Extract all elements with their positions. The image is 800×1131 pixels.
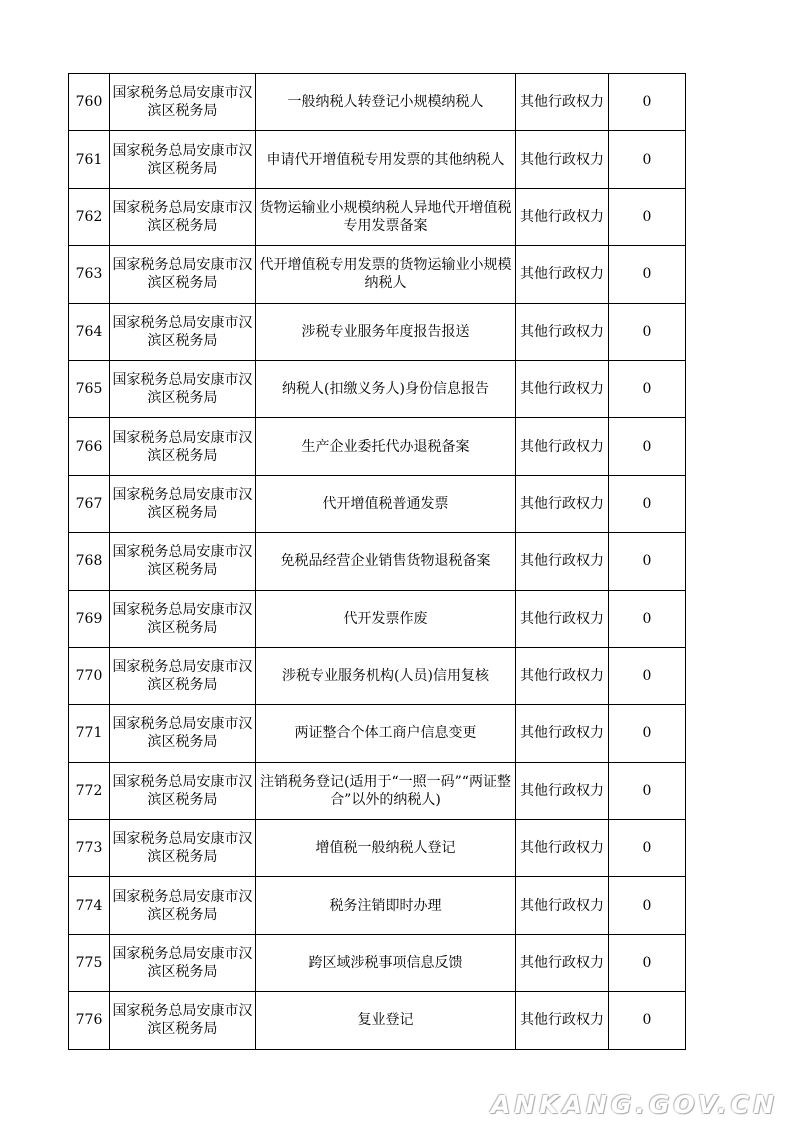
table-row (69, 360, 686, 417)
row-number: 769 (69, 590, 110, 647)
power-type-cell: 其他行政权力 (516, 246, 609, 303)
table-row (69, 877, 686, 934)
count-cell: 0 (609, 762, 686, 819)
count-cell: 0 (609, 475, 686, 532)
item-name-cell: 涉税专业服务机构(人员)信用复核 (256, 647, 516, 704)
power-type-cell: 其他行政权力 (516, 533, 609, 590)
count-cell: 0 (609, 246, 686, 303)
count-cell: 0 (609, 188, 686, 245)
department-cell: 国家税务总局安康市汉滨区税务局 (110, 131, 256, 188)
item-name-cell: 税务注销即时办理 (256, 877, 516, 934)
department-cell: 国家税务总局安康市汉滨区税务局 (110, 188, 256, 245)
item-name-cell: 注销税务登记(适用于“一照一码”“两证整合”以外的纳税人) (256, 762, 516, 819)
count-cell: 0 (609, 590, 686, 647)
row-number: 772 (69, 762, 110, 819)
department-cell: 国家税务总局安康市汉滨区税务局 (110, 705, 256, 762)
row-number: 776 (69, 992, 110, 1049)
row-number: 761 (69, 131, 110, 188)
row-number: 762 (69, 188, 110, 245)
row-number: 771 (69, 705, 110, 762)
power-type-cell: 其他行政权力 (516, 418, 609, 475)
department-cell: 国家税务总局安康市汉滨区税务局 (110, 246, 256, 303)
table-row (69, 131, 686, 188)
department-cell: 国家税务总局安康市汉滨区税务局 (110, 934, 256, 991)
item-name-cell: 两证整合个体工商户信息变更 (256, 705, 516, 762)
row-number: 773 (69, 820, 110, 877)
row-number: 764 (69, 303, 110, 360)
table-row (69, 647, 686, 704)
count-cell: 0 (609, 647, 686, 704)
item-name-cell: 申请代开增值税专用发票的其他纳税人 (256, 131, 516, 188)
row-number: 760 (69, 74, 110, 131)
table-row (69, 475, 686, 532)
table-row (69, 188, 686, 245)
power-type-cell: 其他行政权力 (516, 303, 609, 360)
table-body (69, 74, 686, 1050)
count-cell: 0 (609, 705, 686, 762)
power-type-cell: 其他行政权力 (516, 820, 609, 877)
power-type-cell: 其他行政权力 (516, 762, 609, 819)
count-cell: 0 (609, 533, 686, 590)
power-type-cell: 其他行政权力 (516, 877, 609, 934)
power-list-table (68, 73, 686, 1050)
row-number: 770 (69, 647, 110, 704)
table-row (69, 303, 686, 360)
row-number: 767 (69, 475, 110, 532)
power-type-cell: 其他行政权力 (516, 590, 609, 647)
count-cell: 0 (609, 820, 686, 877)
department-cell: 国家税务总局安康市汉滨区税务局 (110, 360, 256, 417)
count-cell: 0 (609, 360, 686, 417)
item-name-cell: 货物运输业小规模纳税人异地代开增值税专用发票备案 (256, 188, 516, 245)
table-row (69, 934, 686, 991)
department-cell: 国家税务总局安康市汉滨区税务局 (110, 820, 256, 877)
department-cell: 国家税务总局安康市汉滨区税务局 (110, 303, 256, 360)
table-row (69, 820, 686, 877)
power-type-cell: 其他行政权力 (516, 475, 609, 532)
count-cell: 0 (609, 131, 686, 188)
row-number: 763 (69, 246, 110, 303)
item-name-cell: 跨区域涉税事项信息反馈 (256, 934, 516, 991)
item-name-cell: 代开增值税普通发票 (256, 475, 516, 532)
power-type-cell: 其他行政权力 (516, 934, 609, 991)
table-row (69, 762, 686, 819)
power-type-cell: 其他行政权力 (516, 188, 609, 245)
table-row (69, 705, 686, 762)
count-cell: 0 (609, 877, 686, 934)
item-name-cell: 免税品经营企业销售货物退税备案 (256, 533, 516, 590)
department-cell: 国家税务总局安康市汉滨区税务局 (110, 533, 256, 590)
table-row (69, 74, 686, 131)
department-cell: 国家税务总局安康市汉滨区税务局 (110, 475, 256, 532)
power-type-cell: 其他行政权力 (516, 647, 609, 704)
item-name-cell: 复业登记 (256, 992, 516, 1049)
row-number: 775 (69, 934, 110, 991)
department-cell: 国家税务总局安康市汉滨区税务局 (110, 762, 256, 819)
site-watermark: ANKANG.GOV.CN (490, 1090, 778, 1119)
table-row (69, 590, 686, 647)
count-cell: 0 (609, 418, 686, 475)
item-name-cell: 增值税一般纳税人登记 (256, 820, 516, 877)
item-name-cell: 代开增值税专用发票的货物运输业小规模纳税人 (256, 246, 516, 303)
power-type-cell: 其他行政权力 (516, 992, 609, 1049)
department-cell: 国家税务总局安康市汉滨区税务局 (110, 74, 256, 131)
item-name-cell: 涉税专业服务年度报告报送 (256, 303, 516, 360)
department-cell: 国家税务总局安康市汉滨区税务局 (110, 877, 256, 934)
table-row (69, 533, 686, 590)
power-type-cell: 其他行政权力 (516, 74, 609, 131)
row-number: 765 (69, 360, 110, 417)
power-type-cell: 其他行政权力 (516, 705, 609, 762)
count-cell: 0 (609, 992, 686, 1049)
department-cell: 国家税务总局安康市汉滨区税务局 (110, 992, 256, 1049)
row-number: 774 (69, 877, 110, 934)
row-number: 766 (69, 418, 110, 475)
item-name-cell: 代开发票作废 (256, 590, 516, 647)
department-cell: 国家税务总局安康市汉滨区税务局 (110, 647, 256, 704)
count-cell: 0 (609, 934, 686, 991)
department-cell: 国家税务总局安康市汉滨区税务局 (110, 418, 256, 475)
item-name-cell: 纳税人(扣缴义务人)身份信息报告 (256, 360, 516, 417)
count-cell: 0 (609, 303, 686, 360)
count-cell: 0 (609, 74, 686, 131)
row-number: 768 (69, 533, 110, 590)
item-name-cell: 生产企业委托代办退税备案 (256, 418, 516, 475)
power-type-cell: 其他行政权力 (516, 131, 609, 188)
item-name-cell: 一般纳税人转登记小规模纳税人 (256, 74, 516, 131)
department-cell: 国家税务总局安康市汉滨区税务局 (110, 590, 256, 647)
table-row (69, 246, 686, 303)
table-row (69, 418, 686, 475)
table-row (69, 992, 686, 1049)
power-type-cell: 其他行政权力 (516, 360, 609, 417)
